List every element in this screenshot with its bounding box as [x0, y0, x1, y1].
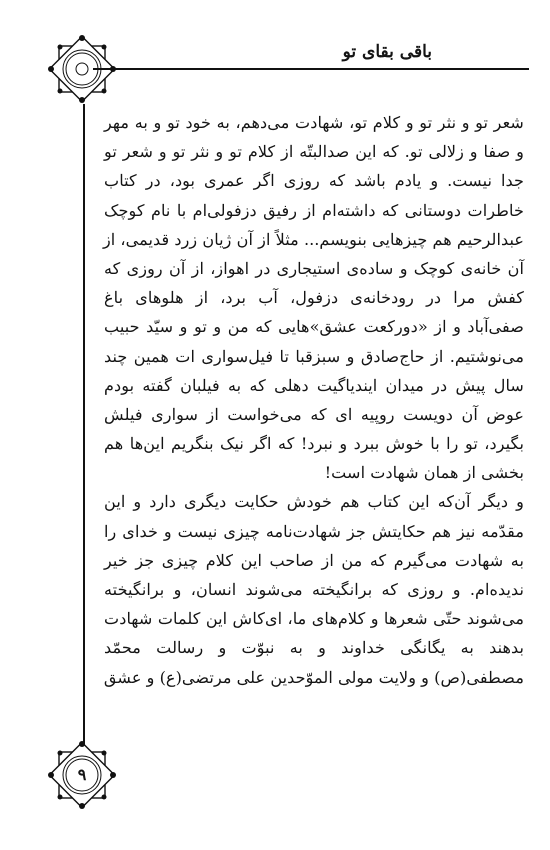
text-line: آن خانه‌ی کوچک و ساده‌ی استیجاری در اهواز، از آن روزی که: [104, 258, 524, 278]
text-line: سال پیش در میدان ایندیاگیت دهلی که به فیلبان گفته بودم: [104, 375, 524, 395]
text-line: شعر تو و نثر تو و کلام تو، شهادت می‌دهم، به خود تو و به مهر: [104, 113, 524, 132]
text-line: عوض آن دویست روپیه ای که می‌خواست از سواری فیلش: [104, 404, 524, 424]
text-line: بدهند به یگانگی خداوند و به نبوّت و رسالت محمّد: [104, 638, 524, 658]
text-line: عبدالرحیم هم چیزهایی بنویسم... مثلاً از آن ژیان زرد قدیمی، از: [102, 229, 524, 249]
page-number: ۹: [77, 765, 87, 784]
text-line: و صفا و زلالی تو. که این صدالبتّه از کلام تو و نثر تو و شعر تو: [104, 142, 524, 162]
running-title: باقی بقای تو: [342, 42, 432, 62]
paragraph-1: [104, 108, 524, 487]
text-body: [104, 108, 524, 692]
text-line: به شهادت می‌گیرم که من از صاحب این کلام چیزی جز خیر: [104, 550, 524, 570]
text-line: می‌شوند حتّی شعرها و کلام‌های ما، ای‌کاش این کلمات شهادت: [104, 609, 524, 629]
header-rule: [93, 68, 529, 70]
text-line: صفی‌آباد و از «دورکعت عشق»هایی که من و تو و سیّد حبیب: [104, 317, 524, 337]
margin-rule: [83, 104, 85, 754]
text-line: بخشی از همان شهادت است!: [324, 463, 524, 483]
text-line: بگیرد، تو را با خوش ببرد و نبرد! که اگر نیک بنگریم این‌ها هم: [104, 434, 524, 454]
text-line: مصطفی(ص) و ولایت مولی الموّحدین علی مرتضی(ع) و عشق: [103, 667, 524, 687]
text-line: مقدّمه نیز هم حکایتش جز شهادت‌نامه چیزی نیست و خدای را: [104, 521, 524, 541]
text-line: و دیگر آن‌که این کتاب هم خودش حکایت دیگری دارد و این: [104, 492, 524, 512]
text-line: ندیده‌ام. و روزی که برانگیخته می‌شوند انسان، و برانگیخته: [104, 580, 524, 599]
text-line: جدا نیست. و یادم باشد که روزی اگر عمری بود، در کتاب: [104, 171, 524, 191]
paragraph-2: [104, 487, 524, 691]
text-line: می‌نوشتیم. از حاج‌صادق و سبزقبا تا فیل‌سواری ات همین چند: [104, 346, 524, 366]
text-line: خاطرات دوستانی که داشته‌ام از رفیق دزفولی‌ام با نام کوچک: [104, 200, 524, 220]
text-line: کفش مرا در رودخانه‌ی دزفول، آب برد، از هلوهای باغ: [104, 288, 524, 308]
